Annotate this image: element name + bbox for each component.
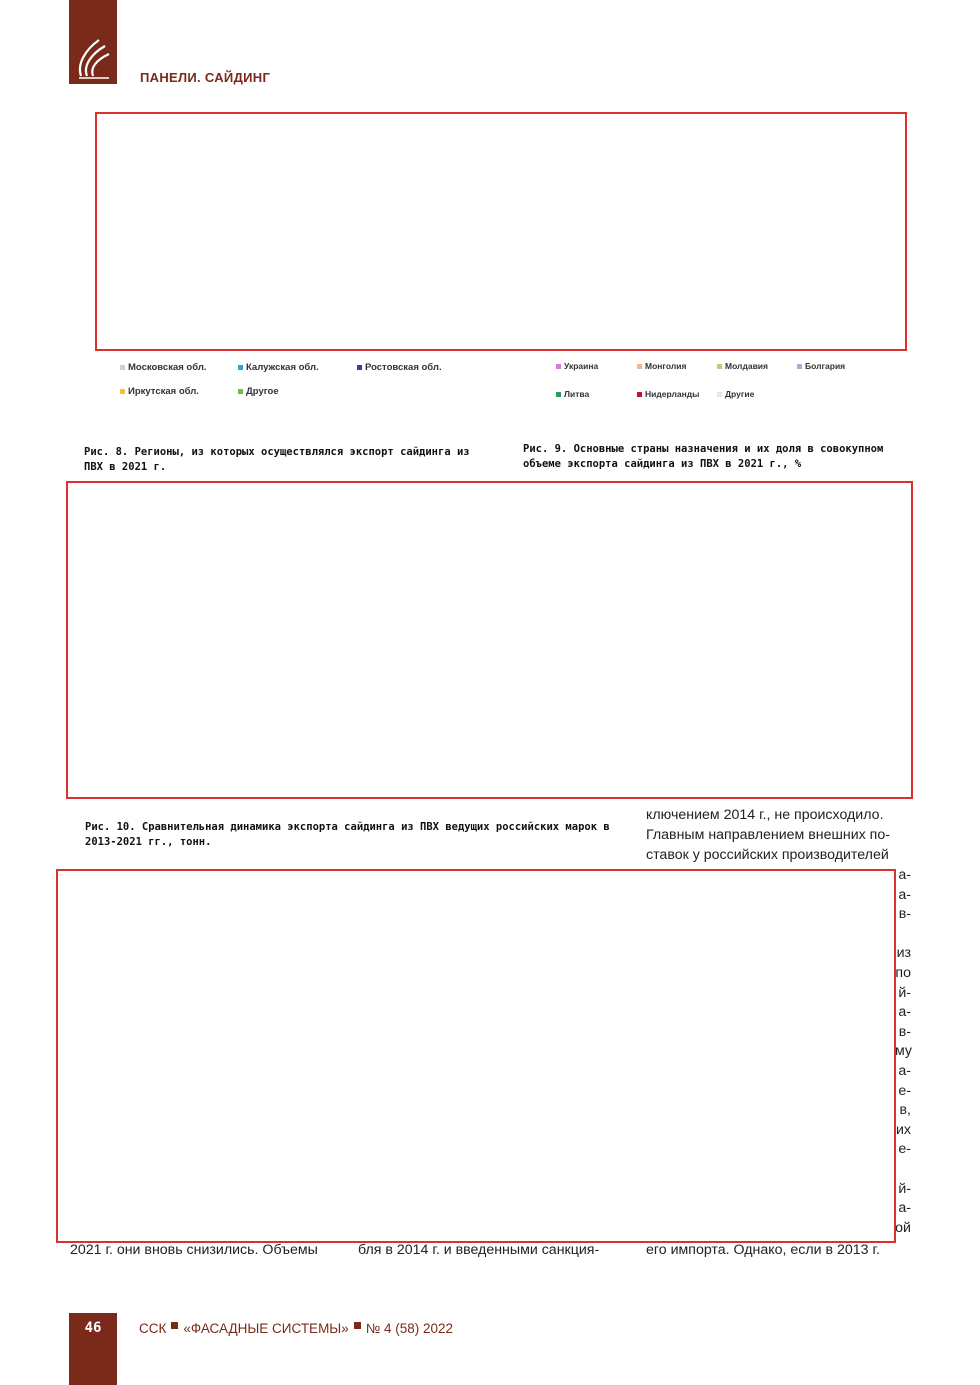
legend-swatch (717, 364, 722, 369)
text-fragment (895, 925, 911, 945)
fig8-legend-item: Ростовская обл. (357, 362, 442, 373)
square-bullet-icon (171, 1322, 178, 1329)
section-title: ПАНЕЛИ. САЙДИНГ (140, 70, 271, 85)
legend-swatch (238, 389, 243, 394)
fig9-legend-item: Литва (556, 389, 589, 399)
fig9-legend-item: Другие (717, 389, 754, 399)
body-text-line-col2: бля в 2014 г. и введенными санкция- (358, 1242, 600, 1258)
fig8-legend-item: Другое (238, 386, 279, 397)
fig8-legend-item: Московская обл. (120, 362, 207, 373)
magazine-logo (69, 0, 117, 84)
fig9-legend-item: Молдавия (717, 361, 768, 371)
legend-swatch (717, 392, 722, 397)
text-fragment: в- (898, 1023, 911, 1040)
table-frame (56, 869, 896, 1243)
text-fragment: а- (898, 1004, 911, 1021)
footer-title: «ФАСАДНЫЕ СИСТЕМЫ» (183, 1321, 349, 1336)
text-fragment: а- (898, 867, 911, 883)
fig9-legend-item: Нидерланды (637, 389, 699, 399)
legend-swatch (357, 365, 362, 370)
figure-9-caption: Рис. 9. Основные страны назначения и их доля в совокупном объеме экспорта сайдинга из ПВХ в 2021 г., % (523, 443, 884, 470)
square-bullet-icon (354, 1322, 361, 1329)
text-fragment: е- (898, 1141, 911, 1158)
text-fragment: в- (898, 906, 911, 923)
legend-swatch (556, 392, 561, 397)
legend-swatch (120, 389, 125, 394)
footer-issue: № 4 (58) 2022 (365, 1321, 454, 1336)
body-text-line: ставок у российских производителей (646, 847, 889, 863)
text-fragment (895, 1160, 911, 1180)
text-fragment: а- (898, 1200, 911, 1217)
text-fragment: а- (898, 1062, 911, 1079)
right-text-fragments (895, 866, 911, 1238)
legend-swatch (637, 364, 642, 369)
text-fragment: й- (898, 1180, 911, 1197)
text-fragment: в, (899, 1102, 911, 1119)
figure-8-9-frame (95, 112, 907, 351)
figure-10-frame (66, 481, 913, 799)
page-number: 46 (84, 1320, 102, 1336)
footer-masthead (139, 1321, 453, 1336)
text-fragment: по (895, 964, 911, 981)
fig9-legend-item: Монголия (637, 361, 686, 371)
body-text-line-col1: 2021 г. они вновь снизились. Объемы (70, 1242, 318, 1258)
text-fragment: й- (898, 984, 911, 1001)
legend-swatch (797, 364, 802, 369)
figure-8-caption: Рис. 8. Регионы, из которых осуществлялся экспорт сайдинга из ПВХ в 2021 г. (84, 446, 470, 473)
legend-swatch (556, 364, 561, 369)
logo-icon (75, 36, 111, 80)
legend-swatch (120, 365, 125, 370)
fig9-legend-item: Болгария (797, 361, 845, 371)
text-fragment: а- (898, 886, 911, 903)
figure-10-caption: Рис. 10. Сравнительная динамика экспорта сайдинга из ПВХ ведущих российских марок в 2013-2021 гг., тонн. (85, 821, 610, 848)
legend-swatch (637, 392, 642, 397)
body-text-line: Главным направлением внешних по- (646, 827, 890, 843)
body-text-line-col3: его импорта. Однако, если в 2013 г. (646, 1242, 880, 1258)
footer-magazine: ССК (139, 1321, 167, 1336)
text-fragment: их (895, 1121, 911, 1138)
body-text-line: ключением 2014 г., не происходило. (646, 807, 884, 823)
text-fragment: ой (895, 1219, 911, 1236)
legend-swatch (238, 365, 243, 370)
text-fragment: му (895, 1043, 913, 1060)
fig8-legend-item: Калужская обл. (238, 362, 319, 373)
fig9-legend-item: Украина (556, 361, 598, 371)
text-fragment: е- (898, 1082, 911, 1099)
text-fragment: из (896, 945, 911, 962)
fig8-legend-item: Иркутская обл. (120, 386, 199, 397)
